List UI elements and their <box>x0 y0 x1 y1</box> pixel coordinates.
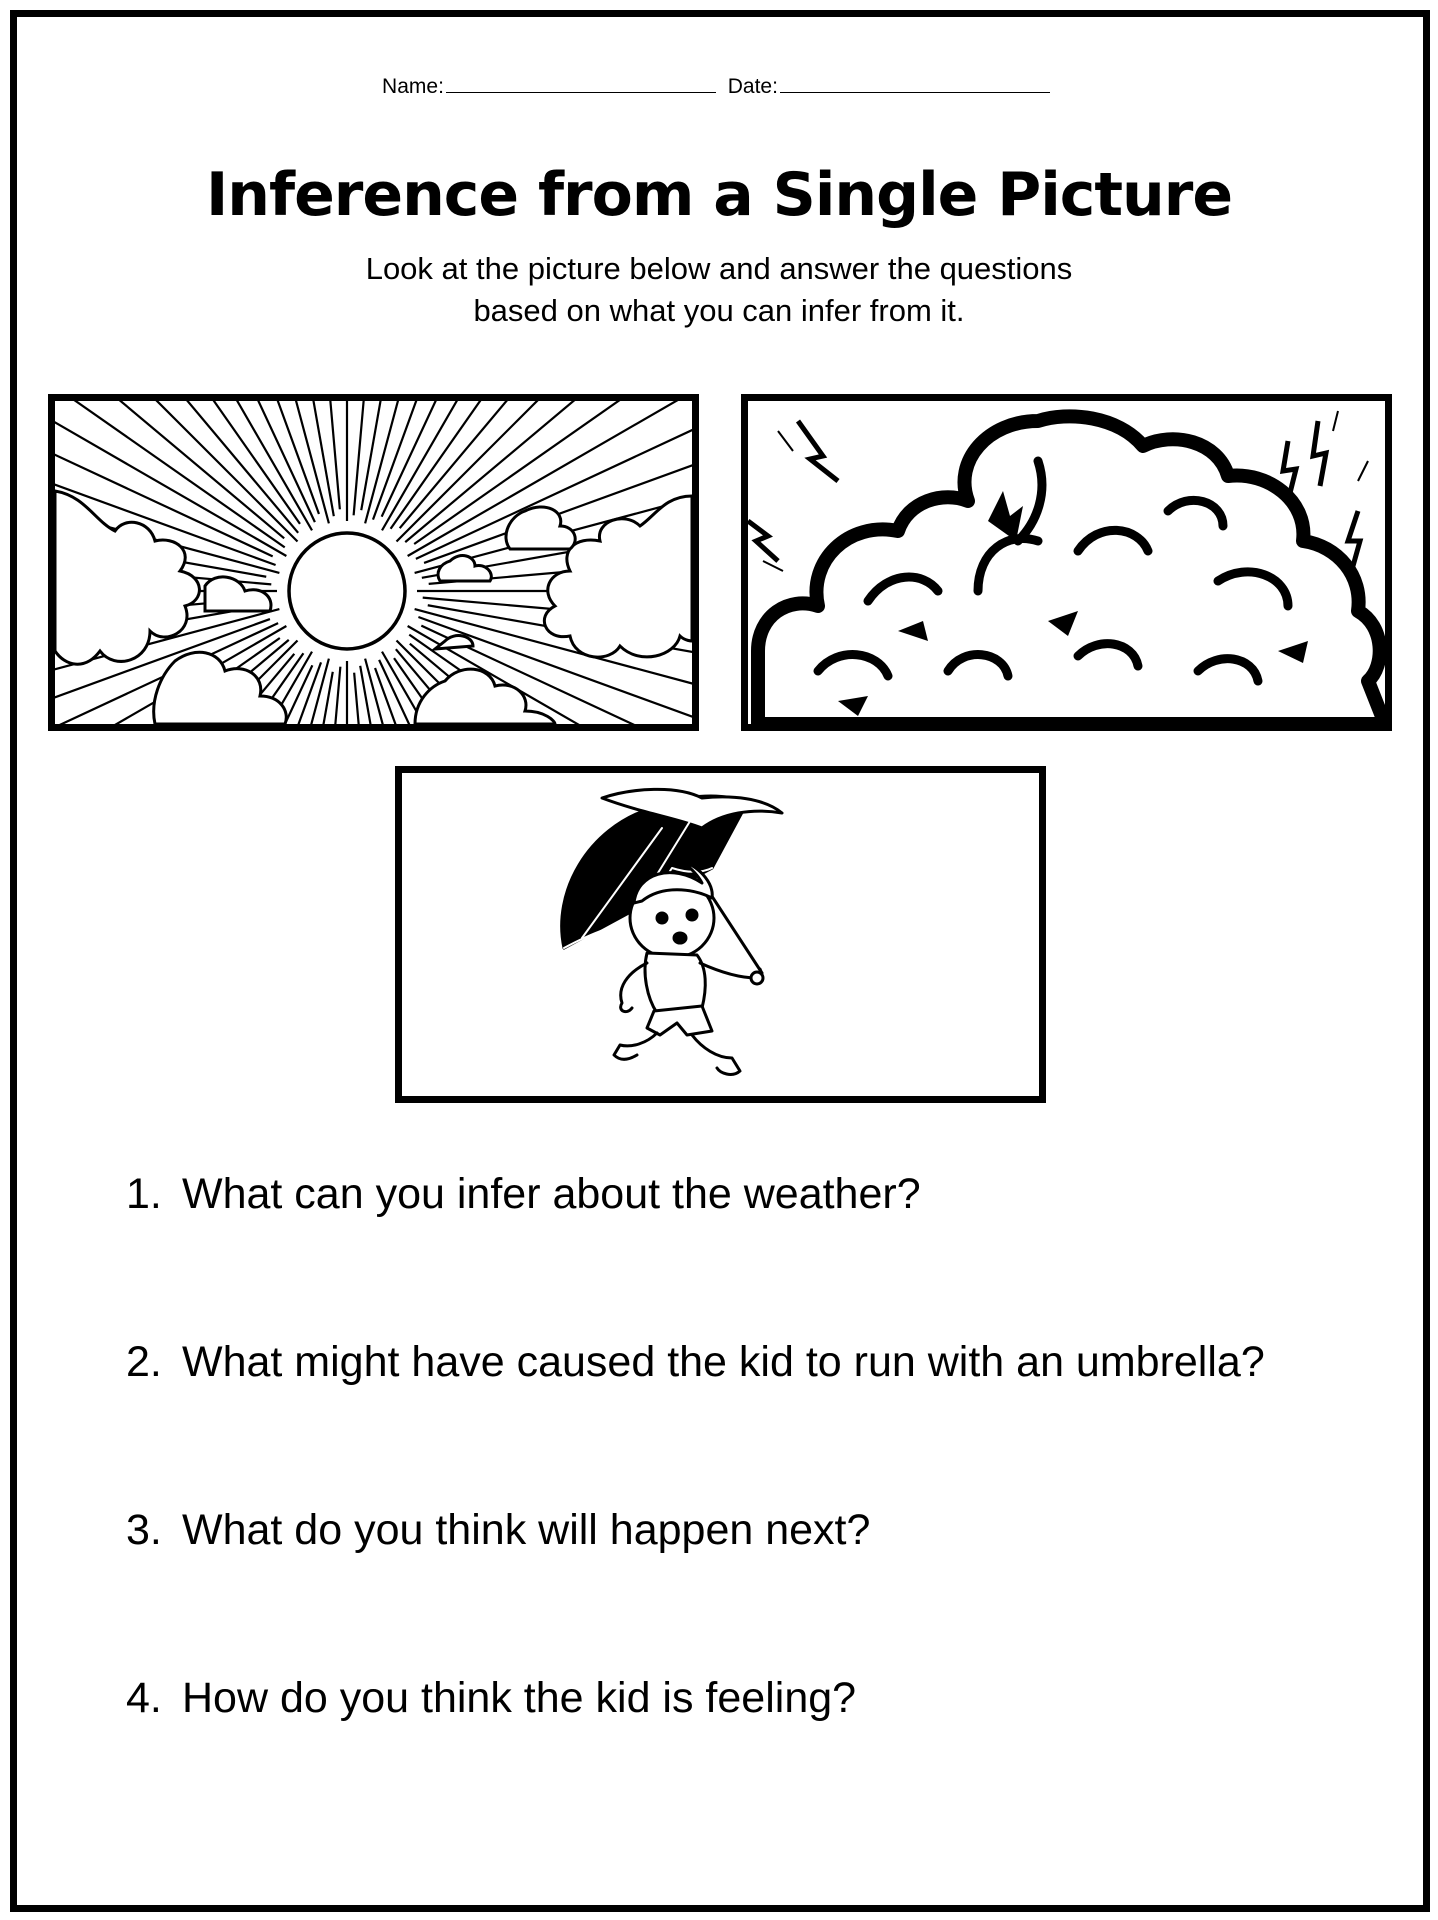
question-item <box>126 1674 1386 1842</box>
instructions <box>0 248 1438 332</box>
question-list <box>126 1170 1386 1842</box>
picture-sun-panel <box>48 394 699 731</box>
name-label: Name: <box>382 75 444 98</box>
question-number: 1. <box>126 1170 162 1218</box>
sun-ray <box>354 401 384 515</box>
question-item <box>126 1170 1386 1338</box>
question-number: 3. <box>126 1506 162 1554</box>
picture-storm-panel <box>741 394 1392 731</box>
sun-ray <box>400 401 617 528</box>
question-number: 4. <box>126 1674 162 1722</box>
instructions-line-1: Look at the picture below and answer the questions <box>365 251 1073 286</box>
picture-kid-panel <box>395 766 1046 1103</box>
question-text: What might have caused the kid to run with an umbrella? <box>182 1338 1265 1386</box>
name-blank-line[interactable] <box>446 72 716 93</box>
instructions-line-2: based on what you can infer from it. <box>473 293 965 328</box>
question-text: What can you infer about the weather? <box>182 1170 921 1218</box>
storm-clouds-lightning-icon <box>748 401 1385 724</box>
question-item <box>126 1506 1386 1674</box>
date-blank-line[interactable] <box>780 72 1050 93</box>
date-label: Date: <box>727 75 778 98</box>
kid-running-with-umbrella-icon <box>402 773 1039 1096</box>
question-text: What do you think will happen next? <box>182 1506 871 1554</box>
sun-ray <box>77 401 298 533</box>
question-text: How do you think the kid is feeling? <box>182 1674 857 1722</box>
name-date-header <box>0 72 1438 99</box>
question-item <box>126 1338 1386 1506</box>
worksheet-title: Inference from a Single Picture <box>205 160 1233 230</box>
question-number: 2. <box>126 1338 162 1386</box>
sun-with-clouds-icon <box>55 401 692 724</box>
sun-ray <box>310 401 339 509</box>
